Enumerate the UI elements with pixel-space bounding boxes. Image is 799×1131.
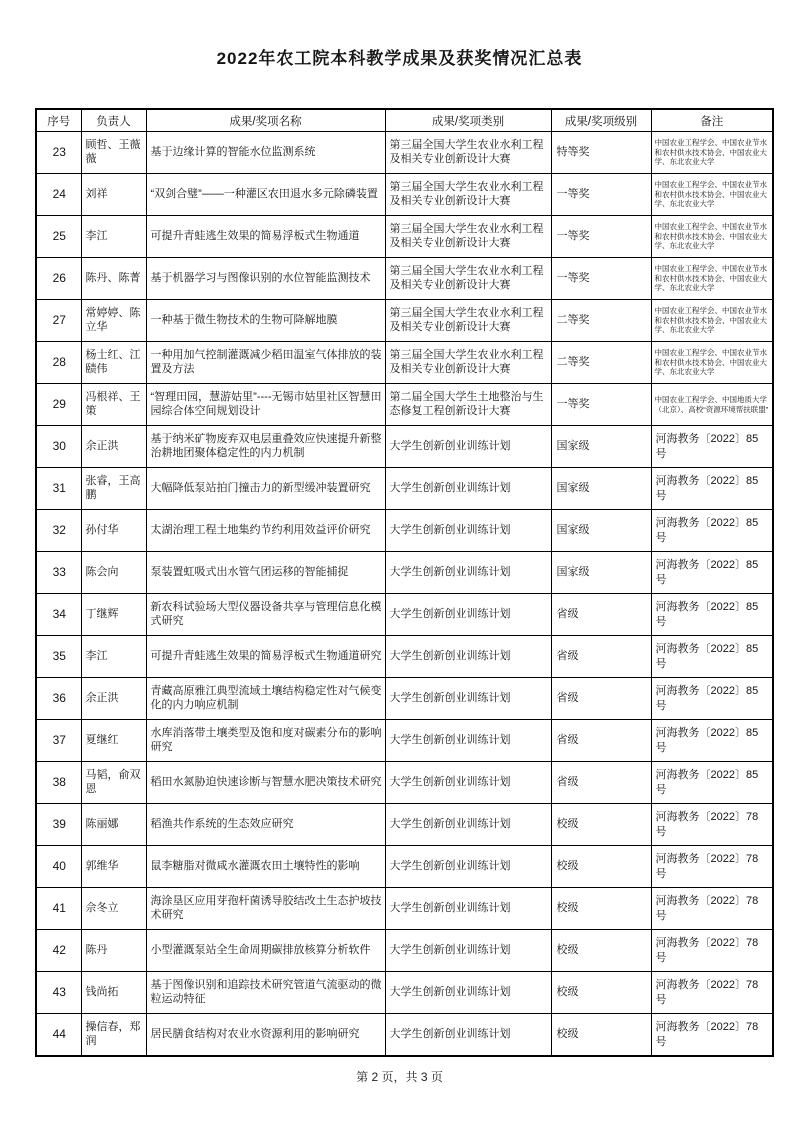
- cell-name: 居民膳食结构对农业水资源利用的影响研究: [150, 1027, 360, 1040]
- cell-person: 陈丽娜: [85, 817, 119, 830]
- cell-level: 国家级: [556, 439, 590, 452]
- table-row: [36, 846, 773, 888]
- cell-no: 31: [52, 480, 66, 495]
- cell-person: 马韬，俞双恩: [85, 769, 141, 795]
- cell-remark: 河海教务〔2022〕85号: [655, 768, 759, 796]
- cell-no: 40: [52, 858, 66, 873]
- cell-remark: 河海教务〔2022〕78号: [655, 936, 759, 964]
- cell-remark: 河海教务〔2022〕85号: [655, 432, 759, 460]
- cell-name: 一种用加气控制灌溉减少稻田温室气体排放的装置及方法: [150, 349, 382, 375]
- cell-level: 省级: [556, 691, 579, 704]
- header-cell: 成果/奖项类别: [385, 109, 551, 132]
- cell-person: 陈会向: [85, 565, 119, 578]
- table-row: [36, 132, 773, 174]
- cell-person: 冯根祥、王策: [85, 391, 141, 417]
- cell-level: 校级: [556, 859, 579, 872]
- cell-name: 海涂垦区应用芽孢杆菌诱导胶结改土生态护坡技术研究: [150, 895, 382, 921]
- cell-category: 第三届全国大学生农业水利工程及相关专业创新设计大赛: [389, 139, 544, 165]
- table-header-row: [36, 109, 773, 132]
- cell-no: 29: [52, 396, 66, 411]
- cell-level: 一等奖: [556, 187, 590, 200]
- cell-no: 44: [52, 1026, 66, 1041]
- cell-no: 27: [52, 312, 66, 327]
- cell-no: 25: [52, 228, 66, 243]
- cell-person: 刘祥: [85, 187, 108, 200]
- cell-category: 大学生创新创业训练计划: [389, 565, 511, 578]
- cell-person: 陈丹: [85, 943, 108, 956]
- table-row: [36, 426, 773, 468]
- cell-name: “双剑合璧”——一种灌区农田退水多元除磷装置: [150, 187, 378, 200]
- cell-no: 28: [52, 354, 66, 369]
- cell-no: 30: [52, 438, 66, 453]
- cell-level: 国家级: [556, 565, 590, 578]
- cell-remark: 河海教务〔2022〕85号: [655, 558, 759, 586]
- cell-name: 小型灌溉泵站全生命周期碳排放核算分析软件: [150, 943, 371, 956]
- cell-remark: 中国农业工程学会、中国农业节水和农村供水技术协会、中国农业大学、东北农业大学: [654, 264, 767, 293]
- cell-level: 省级: [556, 607, 579, 620]
- table-row: [36, 636, 773, 678]
- cell-no: 32: [52, 522, 66, 537]
- page-footer: 第 2 页，共 3 页: [356, 1070, 443, 1084]
- cell-person: 杨士红、江赜伟: [85, 349, 141, 375]
- cell-no: 24: [52, 186, 66, 201]
- cell-category: 大学生创新创业训练计划: [389, 607, 511, 620]
- cell-name: “智理田园，慧游姑里”----无锡市姑里社区智慧田园综合体空间规划设计: [150, 391, 382, 417]
- cell-level: 校级: [556, 817, 579, 830]
- cell-category: 大学生创新创业训练计划: [389, 1027, 511, 1040]
- table-row: [36, 972, 773, 1014]
- cell-name: 大幅降低泵站拍门撞击力的新型缓冲装置研究: [150, 481, 371, 494]
- cell-category: 第三届全国大学生农业水利工程及相关专业创新设计大赛: [389, 181, 544, 207]
- cell-person: 陈丹、陈菁: [85, 271, 141, 284]
- cell-remark: 河海教务〔2022〕85号: [655, 684, 759, 712]
- cell-no: 36: [52, 690, 66, 705]
- cell-category: 大学生创新创业训练计划: [389, 523, 511, 536]
- cell-person: 李江: [85, 229, 108, 242]
- cell-name: 稻渔共作系统的生态效应研究: [150, 817, 294, 830]
- cell-level: 省级: [556, 733, 579, 746]
- cell-level: 特等奖: [556, 145, 590, 158]
- cell-name: 可提升青蛙逃生效果的简易浮板式生物通道: [150, 229, 360, 242]
- cell-category: 第三届全国大学生农业水利工程及相关专业创新设计大赛: [389, 307, 544, 333]
- cell-no: 35: [52, 648, 66, 663]
- cell-level: 省级: [556, 775, 579, 788]
- cell-category: 大学生创新创业训练计划: [389, 943, 511, 956]
- cell-remark: 河海教务〔2022〕85号: [655, 474, 759, 502]
- cell-person: 李江: [85, 649, 108, 662]
- table-row: [36, 888, 773, 930]
- cell-category: 大学生创新创业训练计划: [389, 649, 511, 662]
- cell-person: 余正洪: [85, 691, 119, 704]
- page-title: 2022年农工院本科教学成果及获奖情况汇总表: [216, 49, 583, 68]
- cell-person: 孙付华: [85, 523, 119, 536]
- cell-name: 鼠李糖脂对微咸水灌溉农田土壤特性的影响: [150, 859, 360, 872]
- cell-no: 38: [52, 774, 66, 789]
- table-row: [36, 510, 773, 552]
- cell-level: 省级: [556, 649, 579, 662]
- cell-no: 33: [52, 564, 66, 579]
- cell-level: 校级: [556, 1027, 579, 1040]
- awards-table: [35, 108, 774, 1057]
- cell-no: 23: [52, 144, 66, 159]
- cell-remark: 中国农业工程学会、中国地质大学（北京）、高校“资源环境帮扶联盟”: [654, 395, 769, 414]
- cell-person: 丁继辉: [85, 607, 119, 620]
- cell-remark: 河海教务〔2022〕78号: [655, 852, 759, 880]
- header-cell: 成果/奖项级别: [551, 109, 651, 132]
- cell-remark: 中国农业工程学会、中国农业节水和农村供水技术协会、中国农业大学、东北农业大学: [654, 348, 767, 377]
- cell-person: 操信春，郑润: [85, 1021, 141, 1047]
- cell-no: 41: [52, 900, 66, 915]
- cell-category: 大学生创新创业训练计划: [389, 733, 511, 746]
- cell-remark: 中国农业工程学会、中国农业节水和农村供水技术协会、中国农业大学、东北农业大学: [654, 222, 767, 251]
- cell-name: 可提升青蛙逃生效果的简易浮板式生物通道研究: [150, 649, 382, 662]
- cell-remark: 河海教务〔2022〕85号: [655, 726, 759, 754]
- cell-remark: 河海教务〔2022〕85号: [655, 516, 759, 544]
- cell-category: 大学生创新创业训练计划: [389, 901, 511, 914]
- cell-category: 大学生创新创业训练计划: [389, 859, 511, 872]
- table-row: [36, 678, 773, 720]
- cell-remark: 中国农业工程学会、中国农业节水和农村供水技术协会、中国农业大学、东北农业大学: [654, 138, 767, 167]
- cell-level: 国家级: [556, 523, 590, 536]
- cell-person: 佘冬立: [85, 901, 119, 914]
- cell-remark: 中国农业工程学会、中国农业节水和农村供水技术协会、中国农业大学、东北农业大学: [654, 306, 767, 335]
- cell-level: 一等奖: [556, 229, 590, 242]
- cell-name: 一种基于微生物技术的生物可降解地膜: [150, 313, 338, 326]
- cell-remark: 河海教务〔2022〕85号: [655, 600, 759, 628]
- cell-level: 二等奖: [556, 355, 590, 368]
- cell-remark: 河海教务〔2022〕85号: [655, 642, 759, 670]
- cell-name: 基于机器学习与图像识别的水位智能监测技术: [150, 271, 371, 284]
- cell-name: 基于纳米矿物废弃双电层重叠效应快速提升新整治耕地团聚体稳定性的内力机制: [150, 433, 382, 459]
- cell-category: 大学生创新创业训练计划: [389, 481, 511, 494]
- table-row: [36, 258, 773, 300]
- cell-level: 一等奖: [556, 397, 590, 410]
- cell-category: 第三届全国大学生农业水利工程及相关专业创新设计大赛: [389, 349, 544, 375]
- cell-no: 34: [52, 606, 66, 621]
- cell-person: 常婷婷、陈立华: [85, 307, 141, 333]
- cell-no: 37: [52, 732, 66, 747]
- cell-category: 大学生创新创业训练计划: [389, 817, 511, 830]
- cell-name: 水库消落带土壤类型及饱和度对碳素分布的影响研究: [150, 727, 382, 753]
- table-row: [36, 552, 773, 594]
- cell-person: 郭维华: [85, 859, 119, 872]
- header-cell: 负责人: [81, 109, 146, 132]
- cell-remark: 河海教务〔2022〕78号: [655, 894, 759, 922]
- cell-remark: 河海教务〔2022〕78号: [655, 1020, 759, 1048]
- table-row: [36, 384, 773, 426]
- header-cell: 成果/奖项名称: [146, 109, 385, 132]
- table-row: [36, 216, 773, 258]
- cell-name: 青藏高原雅江典型流域土壤结构稳定性对气候变化的内力响应机制: [150, 685, 382, 711]
- table-row: [36, 1014, 773, 1057]
- cell-person: 钱尚拓: [85, 985, 119, 998]
- table-row: [36, 468, 773, 510]
- cell-level: 国家级: [556, 481, 590, 494]
- cell-category: 第三届全国大学生农业水利工程及相关专业创新设计大赛: [389, 223, 544, 249]
- table-row: [36, 300, 773, 342]
- cell-category: 大学生创新创业训练计划: [389, 775, 511, 788]
- cell-no: 43: [52, 984, 66, 999]
- cell-category: 第二届全国大学生土地整治与生态修复工程创新设计大赛: [389, 391, 544, 417]
- cell-level: 校级: [556, 943, 579, 956]
- cell-level: 校级: [556, 901, 579, 914]
- table-row: [36, 342, 773, 384]
- cell-remark: 中国农业工程学会、中国农业节水和农村供水技术协会、中国农业大学、东北农业大学: [654, 180, 767, 209]
- cell-category: 第三届全国大学生农业水利工程及相关专业创新设计大赛: [389, 265, 544, 291]
- table-row: [36, 762, 773, 804]
- cell-name: 基于边缘计算的智能水位监测系统: [150, 145, 316, 158]
- table-row: [36, 594, 773, 636]
- cell-category: 大学生创新创业训练计划: [389, 691, 511, 704]
- table-row: [36, 930, 773, 972]
- cell-no: 26: [52, 270, 66, 285]
- cell-name: 太湖治理工程土地集约节约利用效益评价研究: [150, 523, 371, 536]
- cell-name: 基于图像识别和追踪技术研究管道气流驱动的微粒运动特征: [150, 979, 382, 1005]
- cell-remark: 河海教务〔2022〕78号: [655, 978, 759, 1006]
- cell-level: 二等奖: [556, 313, 590, 326]
- cell-remark: 河海教务〔2022〕78号: [655, 810, 759, 838]
- cell-name: 泵装置虹吸式出水管气团运移的智能捕捉: [150, 565, 349, 578]
- cell-person: 余正洪: [85, 439, 119, 452]
- cell-no: 42: [52, 942, 66, 957]
- cell-person: 夏继红: [85, 733, 119, 746]
- cell-name: 稻田水氮胁迫快速诊断与智慧水肥决策技术研究: [150, 775, 382, 788]
- cell-category: 大学生创新创业训练计划: [389, 985, 511, 998]
- table-row: [36, 804, 773, 846]
- table-row: [36, 720, 773, 762]
- cell-level: 校级: [556, 985, 579, 998]
- cell-person: 顾哲、王薇薇: [85, 139, 141, 165]
- header-cell: 备注: [651, 109, 773, 132]
- table-row: [36, 174, 773, 216]
- cell-name: 新农科试验场大型仪器设备共享与管理信息化模式研究: [150, 601, 382, 627]
- header-cell: 序号: [36, 109, 81, 132]
- cell-person: 张睿，王高鹏: [85, 475, 141, 501]
- cell-category: 大学生创新创业训练计划: [389, 439, 511, 452]
- cell-no: 39: [52, 816, 66, 831]
- cell-level: 一等奖: [556, 271, 590, 284]
